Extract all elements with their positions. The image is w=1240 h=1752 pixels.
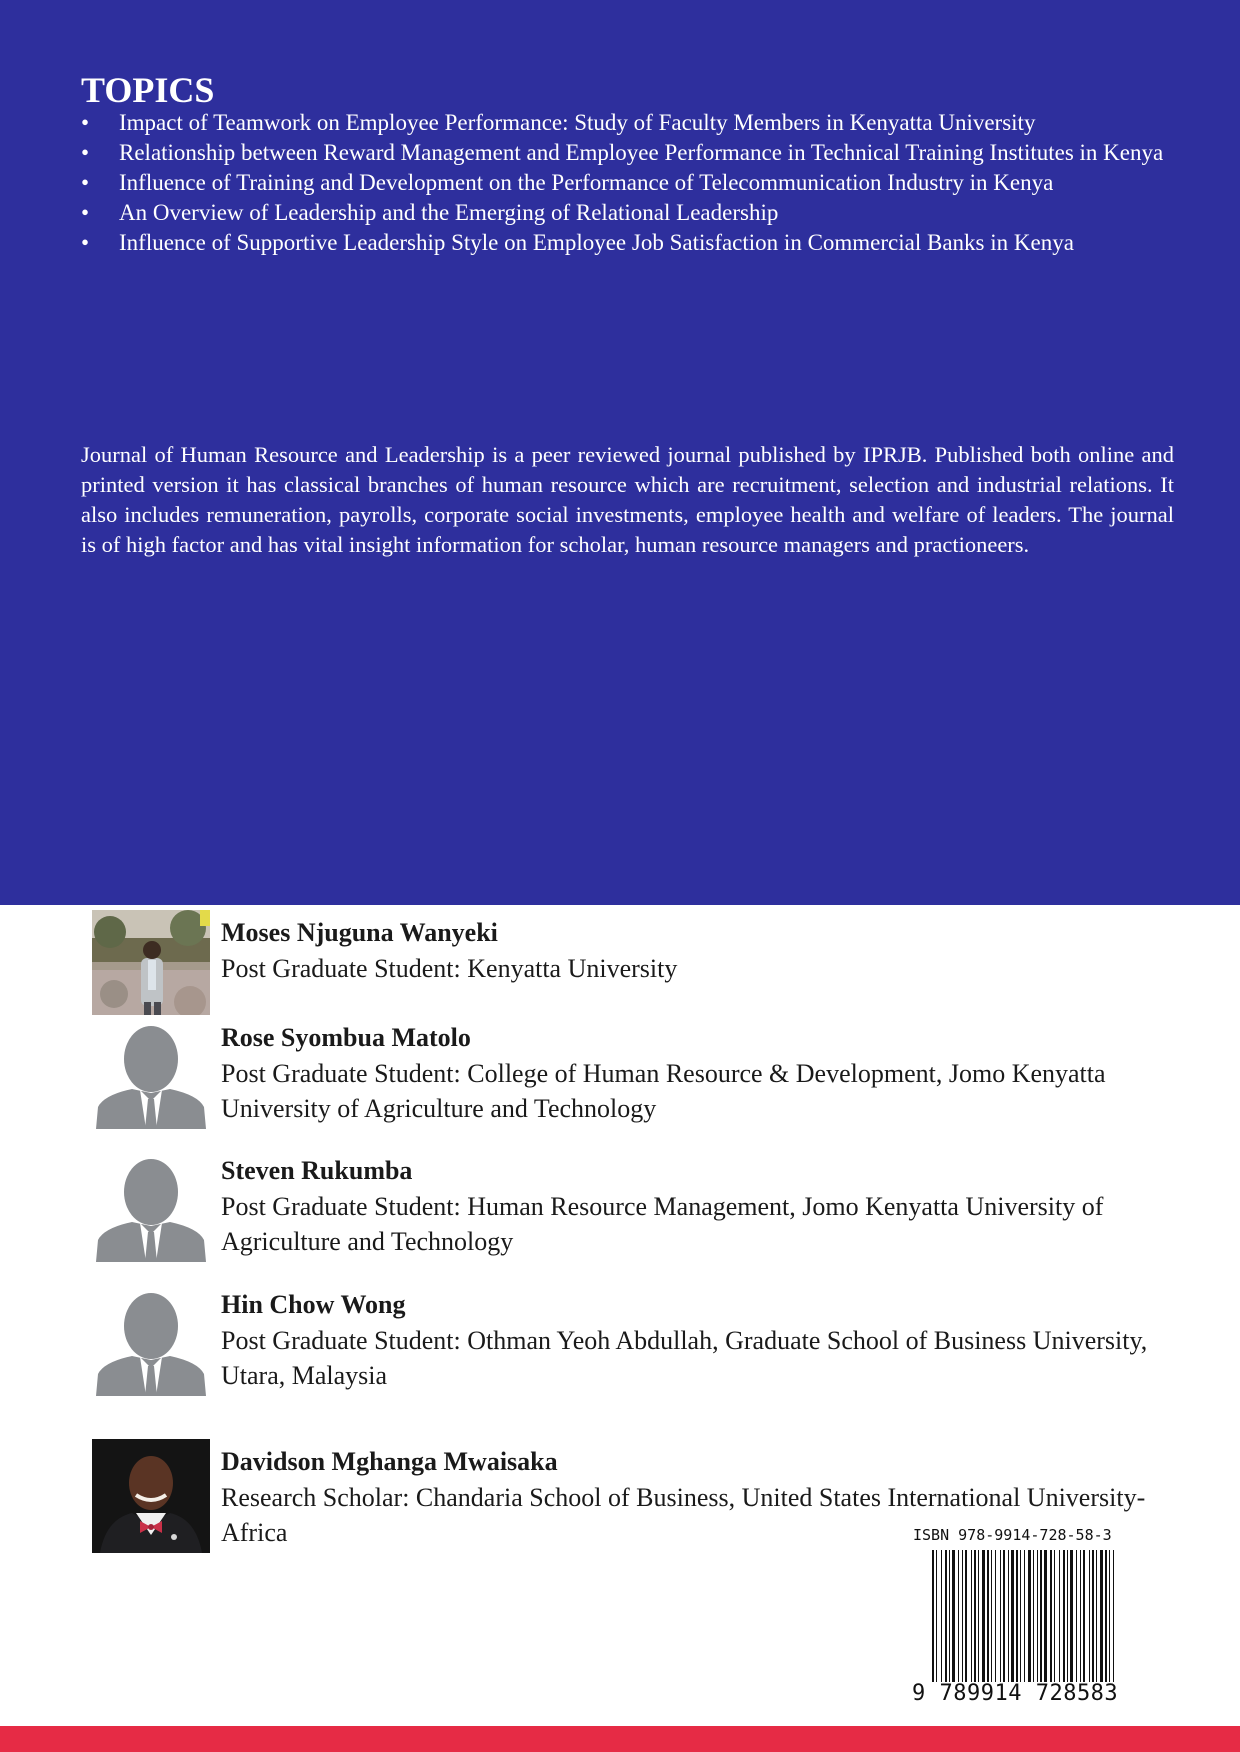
bullet: • [81, 200, 90, 225]
bullet: • [81, 170, 90, 195]
barcode-bar [936, 1550, 937, 1682]
isbn-label: ISBN 978-9914-728-58-3 [913, 1526, 1112, 1544]
author-name: Hin Chow Wong [221, 1290, 406, 1319]
barcode-bar [982, 1550, 985, 1682]
journal-description: Journal of Human Resource and Leadership is a peer reviewed journal published by IPRJB. Published both online and printed version it has classical branches of human resource which are recruitment, selection and industrial relations. It also includes remuneration, payrolls, corporate social investments, employee health and welfare of leaders. The journal is of high factor and has vital insight information for scholar, human resource managers and practioneers. [81, 442, 1174, 557]
barcode-bar [971, 1550, 972, 1682]
barcode-bar [1008, 1550, 1009, 1682]
barcode-bar [1016, 1550, 1018, 1682]
topic-text: Impact of Teamwork on Employee Performance: Study of Faculty Members in Kenyatta University [119, 110, 1036, 135]
barcode-bar [1040, 1550, 1042, 1682]
barcode-bar [1054, 1550, 1055, 1682]
barcode-bar [1059, 1550, 1060, 1682]
barcode-bar [974, 1550, 976, 1682]
barcode-bar [1105, 1550, 1107, 1682]
barcode-bar [1044, 1550, 1047, 1682]
barcode-bar [1050, 1550, 1052, 1682]
author-name: Moses Njuguna Wanyeki [221, 918, 498, 947]
author-name: Steven Rukumba [221, 1156, 413, 1185]
topic-text: Influence of Training and Development on the Performance of Telecommunication Industry in Kenya [119, 170, 1054, 195]
barcode-bar [1063, 1550, 1065, 1682]
barcode-bar [1067, 1550, 1068, 1682]
author-affiliation: Research Scholar: Chandaria School of Business, United States International University-Africa [221, 1483, 1146, 1547]
barcode-bar [949, 1550, 950, 1682]
barcode-bar [962, 1550, 963, 1682]
barcode-bar [952, 1550, 955, 1682]
topic-item [81, 108, 1174, 138]
topic-item [81, 198, 1174, 228]
barcode-image [932, 1550, 1118, 1682]
barcode-bar [1080, 1550, 1081, 1682]
author-name: Davidson Mghanga Mwaisaka [221, 1447, 558, 1476]
bullet: • [81, 140, 90, 165]
person-silhouette-icon [92, 1282, 210, 1396]
topic-text: Influence of Supportive Leadership Style on Employee Job Satisfaction in Commercial Banks in Kenya [119, 230, 1074, 255]
barcode-bar [995, 1550, 996, 1682]
barcode-bar [945, 1550, 947, 1682]
barcode-bar [1100, 1550, 1103, 1682]
barcode-bar [1037, 1550, 1038, 1682]
barcode-bar [1033, 1550, 1034, 1682]
barcode-bar [1011, 1550, 1014, 1682]
author-affiliation: Post Graduate Student: Human Resource Management, Jomo Kenyatta University of Agriculture and Technology [221, 1192, 1104, 1256]
barcode-bar [1020, 1550, 1021, 1682]
topics-list [81, 108, 1174, 258]
barcode-bar [1113, 1550, 1114, 1682]
person-silhouette-icon [92, 1148, 210, 1262]
author-photo [92, 910, 210, 1024]
bullet: • [81, 110, 90, 135]
barcode-bar [991, 1550, 992, 1682]
barcode-bar [1000, 1550, 1001, 1682]
bottom-stripe [0, 1726, 1240, 1752]
barcode-bar [1083, 1550, 1085, 1682]
topic-text: An Overview of Leadership and the Emerging of Relational Leadership [119, 200, 779, 225]
isbn-block [908, 1525, 1138, 1715]
barcode-bar [1096, 1550, 1097, 1682]
person-silhouette-icon [92, 1015, 210, 1129]
barcode-bar [965, 1550, 967, 1682]
author-name: Rose Syombua Matolo [221, 1023, 471, 1052]
barcode-bar [1089, 1550, 1090, 1682]
barcode-bar [987, 1550, 989, 1682]
barcode-bar [1070, 1550, 1073, 1682]
author-affiliation: Post Graduate Student: College of Human Resource & Development, Jomo Kenyatta University of Agriculture and Technology [221, 1059, 1106, 1123]
author-photo [92, 1439, 210, 1553]
barcode-bar [941, 1550, 942, 1682]
barcode-bar [958, 1550, 959, 1682]
barcode-bar [1109, 1550, 1110, 1682]
topics-heading: TOPICS [81, 70, 215, 110]
barcode-bar [1092, 1550, 1094, 1682]
author-affiliation: Post Graduate Student: Othman Yeoh Abdullah, Graduate School of Business University, Utara, Malaysia [221, 1326, 1148, 1390]
topic-item [81, 138, 1174, 168]
bullet: • [81, 230, 90, 255]
barcode-bar [1003, 1550, 1005, 1682]
barcode-bar [932, 1550, 934, 1682]
topic-text: Relationship between Reward Management and Employee Performance in Technical Training Institutes in Kenya [119, 140, 1164, 165]
barcode-bar [1024, 1550, 1025, 1682]
barcode-bar [1028, 1550, 1031, 1682]
topic-item [81, 228, 1174, 258]
author-affiliation: Post Graduate Student: Kenyatta University [221, 954, 678, 983]
topic-item [81, 168, 1174, 198]
barcode-bar [1076, 1550, 1077, 1682]
barcode-bar [978, 1550, 979, 1682]
isbn-digits: 9 789914 728583 [912, 1681, 1119, 1706]
